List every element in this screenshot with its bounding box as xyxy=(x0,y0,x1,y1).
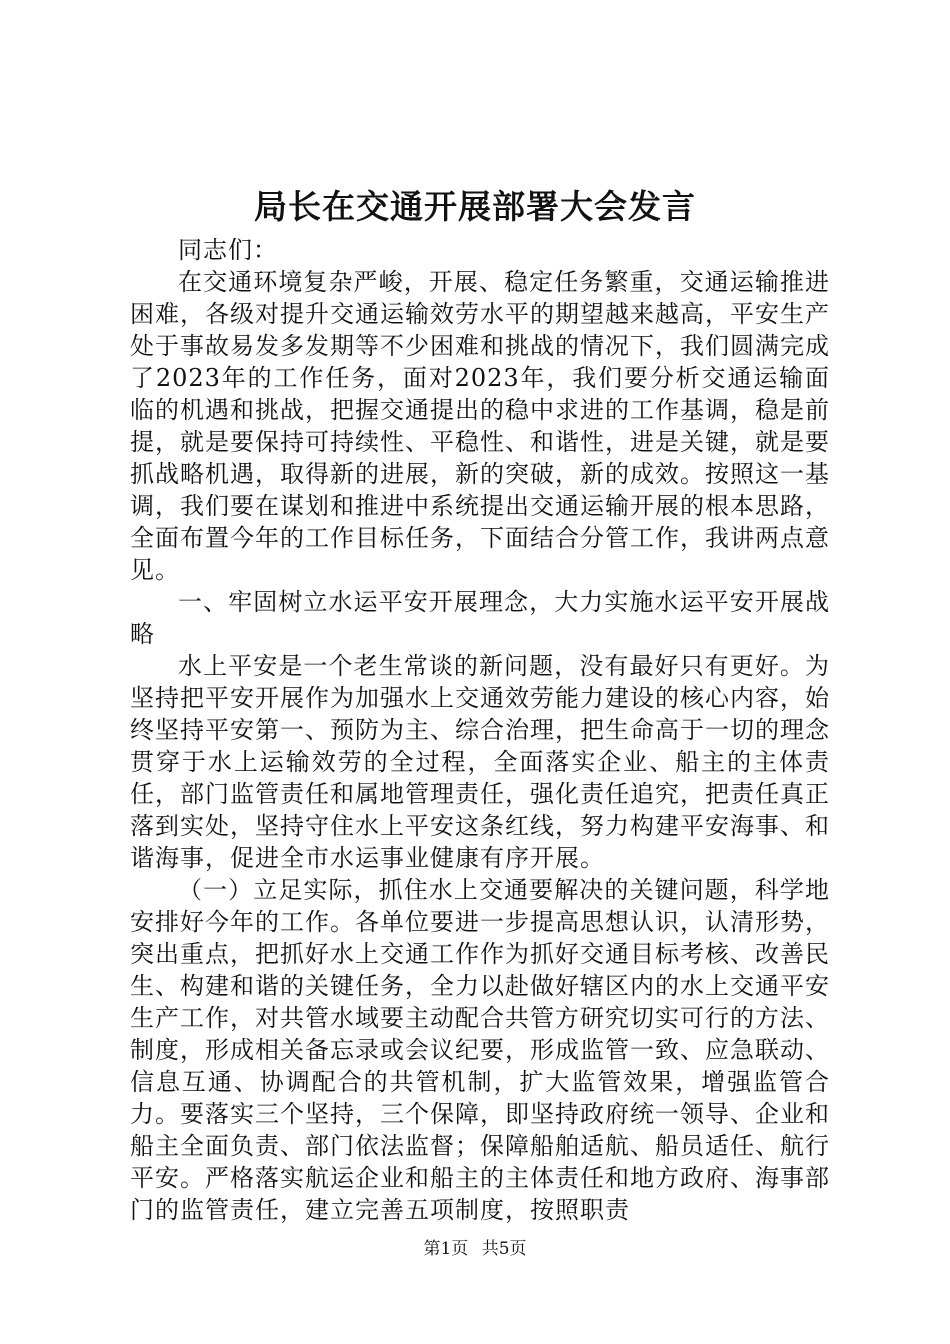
intro-paragraph: 在交通环境复杂严峻，开展、稳定任务繁重，交通运输推进困难，各级对提升交通运输效劳水平的期望越来越高，平安生产处于事故易发多发期等不少困难和挑战的情况下，我们圆满完成了2023年的工作任务，面对2023年，我们要分析交通运输面临的机遇和挑战，把握交通提出的稳中求进的工作基调，稳是前提，就是要保持可持续性、平稳性、和谐性，进是关键，就是要抓战略机遇，取得新的进展，新的突破，新的成效。按照这一基调，我们要在谋划和推进中系统提出交通运输开展的根本思路，全面布置今年的工作目标任务，下面结合分管工作，我讲两点意见。 xyxy=(130,268,830,584)
section-1-paragraph: 水上平安是一个老生常谈的新问题，没有最好只有更好。为坚持把平安开展作为加强水上交通效劳能力建设的核心内容，始终坚持平安第一、预防为主、综合治理，把生命高于一切的理念贯穿于水上运输效劳的全过程，全面落实企业、船主的主体责任，部门监管责任和属地管理责任，强化责任追究，把责任真正落到实处，坚持守住水上平安这条红线，努力构建平安海事、和谐海事，促进全市水运事业健康有序开展。 xyxy=(130,652,830,872)
document-body xyxy=(130,234,830,1226)
section-heading-1: 一、牢固树立水运平安开展理念，大力实施水运平安开展战略 xyxy=(130,588,830,648)
page-total: 共5页 xyxy=(481,1239,527,1259)
subsection-1-paragraph: （一）立足实际，抓住水上交通要解决的关键问题，科学地安排好今年的工作。各单位要进一步提高思想认识，认清形势，突出重点，把抓好水上交通工作作为抓好交通目标考核、改善民生、构建和谐的关键任务，全力以赴做好辖区内的水上交通平安生产工作，对共管水域要主动配合共管方研究切实可行的方法、制度，形成相关备忘录或会议纪要，形成监管一致、应急联动、信息互通、协调配合的共管机制，扩大监管效果，增强监管合力。要落实三个坚持，三个保障，即坚持政府统一领导、企业和船主全面负责、部门依法监督；保障船舶适航、船员适任、航行平安。严格落实航运企业和船主的主体责任和地方政府、海事部门的监管责任，建立完善五项制度，按照职责 xyxy=(130,876,830,1224)
salutation-paragraph: 同志们： xyxy=(178,236,278,264)
page-number: 第1页 xyxy=(423,1239,469,1259)
page-footer xyxy=(0,1237,950,1261)
page-title: 局长在交通开展部署大会发言 xyxy=(254,187,696,226)
